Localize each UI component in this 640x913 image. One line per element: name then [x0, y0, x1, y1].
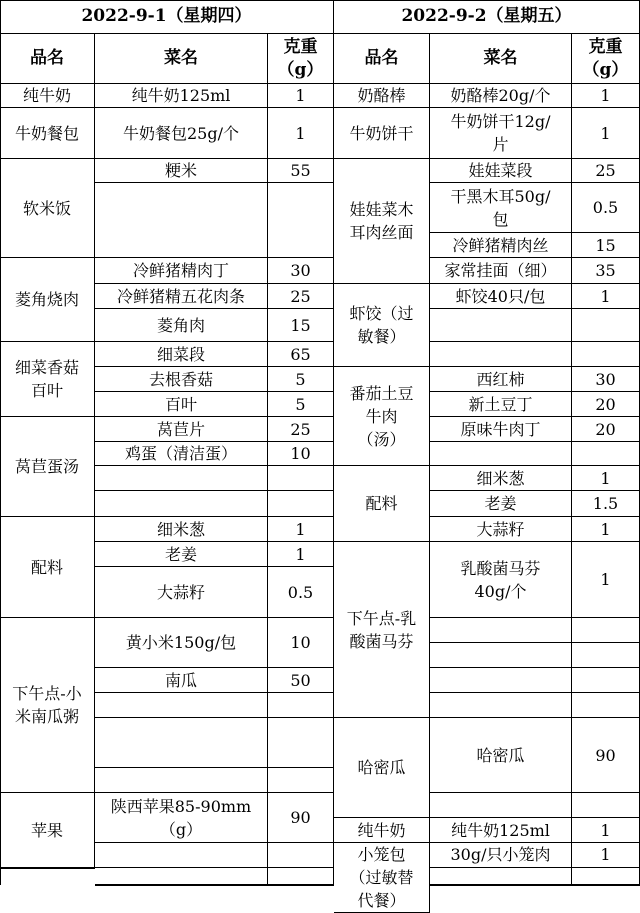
- ingredient-cell: [430, 618, 572, 643]
- ingredient-cell: [95, 718, 268, 768]
- col-header-dish: 品名: [334, 34, 430, 84]
- dish-name: 软米饭: [0, 159, 95, 258]
- ingredient-cell: [95, 868, 268, 885]
- grams-cell: 15: [268, 309, 334, 342]
- grams-cell: 10: [268, 442, 334, 466]
- grams-cell: 1: [572, 108, 640, 159]
- ingredient-cell: 新土豆丁: [430, 392, 572, 417]
- ingredient-cell: 原味牛肉丁: [430, 417, 572, 442]
- ingredient-cell: 大蒜籽: [95, 567, 268, 618]
- ingredient-cell: 乳酸菌马芬 40g/个: [430, 542, 572, 618]
- grams-cell: [268, 0, 334, 1]
- grams-cell: 1: [572, 84, 640, 108]
- dish-name: 牛奶餐包: [0, 108, 95, 159]
- grams-cell: 1: [572, 466, 640, 491]
- ingredient-cell: 细米葱: [95, 517, 268, 542]
- col-header-grams: 克重 （g）: [268, 34, 334, 84]
- grams-cell: [572, 618, 640, 643]
- ingredient-cell: [95, 183, 268, 258]
- grams-cell: [268, 183, 334, 258]
- grams-cell: 55: [268, 159, 334, 183]
- grams-cell: 35: [572, 258, 640, 284]
- grams-cell: 25: [268, 284, 334, 309]
- ingredient-cell: 大蒜籽: [430, 517, 572, 542]
- day-title: 2022-9-1（星期四）: [0, 0, 334, 34]
- dish-name: [0, 868, 95, 869]
- dish-name: 纯牛奶: [0, 84, 95, 108]
- ingredient-cell: 去根香菇: [95, 367, 268, 392]
- dish-name: 苹果: [0, 793, 95, 868]
- dish-name: 下午点-小 米南瓜粥: [0, 618, 95, 793]
- dish-name: 细菜香菇 百叶: [0, 342, 95, 417]
- ingredient-cell: [430, 885, 572, 886]
- grams-cell: 65: [268, 342, 334, 367]
- ingredient-cell: [95, 885, 268, 886]
- grams-cell: 1: [572, 542, 640, 618]
- dish-name: 娃娃菜木 耳肉丝面: [334, 159, 430, 284]
- grams-cell: [572, 442, 640, 466]
- grams-cell: 20: [572, 392, 640, 417]
- ingredient-cell: 老姜: [430, 491, 572, 517]
- dish-name: 下午点-乳 酸菌马芬: [334, 542, 430, 718]
- ingredient-cell: 鸡蛋（清洁蛋）: [95, 442, 268, 466]
- dish-name: 牛奶饼干: [334, 108, 430, 159]
- ingredient-cell: [430, 793, 572, 818]
- ingredient-cell: 陕西苹果85-90mm （g）: [95, 793, 268, 843]
- ingredient-cell: [430, 868, 572, 885]
- ingredient-cell: 菱角肉: [95, 309, 268, 342]
- dish-name: 配料: [334, 466, 430, 542]
- dish-name: 配料: [0, 517, 95, 618]
- grams-cell: [572, 309, 640, 342]
- ingredient-cell: 细菜段: [95, 342, 268, 367]
- grams-cell: 50: [268, 668, 334, 693]
- col-header-dish: 品名: [0, 34, 95, 84]
- grams-cell: 30: [572, 367, 640, 392]
- ingredient-cell: [430, 668, 572, 693]
- dish-name: 哈密瓜: [334, 718, 430, 818]
- grams-cell: 1: [572, 284, 640, 309]
- dish-name: 奶酪棒: [334, 84, 430, 108]
- ingredient-cell: [430, 643, 572, 668]
- ingredient-cell: [430, 342, 572, 367]
- grams-cell: [268, 491, 334, 517]
- col-header-grams: 克重 （g）: [572, 34, 640, 84]
- ingredient-cell: 虾饺40只/包: [430, 284, 572, 309]
- grams-cell: 0.5: [572, 183, 640, 233]
- grams-cell: [572, 693, 640, 718]
- grams-cell: 15: [572, 233, 640, 258]
- ingredient-cell: [95, 768, 268, 793]
- grams-cell: 1: [268, 517, 334, 542]
- ingredient-cell: [95, 491, 268, 517]
- ingredient-cell: 牛奶餐包25g/个: [95, 108, 268, 159]
- dish-name: 番茄土豆 牛肉 （汤）: [334, 367, 430, 466]
- day-title: 2022-9-2（星期五）: [334, 0, 640, 34]
- grams-cell: [268, 466, 334, 491]
- ingredient-cell: 莴苣片: [95, 417, 268, 442]
- ingredient-cell: [95, 843, 268, 868]
- grams-cell: 90: [268, 793, 334, 843]
- ingredient-cell: 黄小米150g/包: [95, 618, 268, 668]
- dish-name: 菱角烧肉: [0, 258, 95, 342]
- ingredient-cell: 粳米: [95, 159, 268, 183]
- ingredient-cell: [430, 693, 572, 718]
- ingredient-cell: 南瓜: [95, 668, 268, 693]
- grams-cell: 10: [268, 618, 334, 668]
- ingredient-cell: 冷鲜猪精肉丁: [95, 258, 268, 284]
- grams-cell: [268, 768, 334, 793]
- ingredient-cell: 奶酪棒20g/个: [430, 84, 572, 108]
- ingredient-cell: [95, 466, 268, 491]
- ingredient-cell: [430, 309, 572, 342]
- grams-cell: 1: [268, 84, 334, 108]
- grams-cell: [572, 868, 640, 885]
- grams-cell: 25: [572, 159, 640, 183]
- grams-cell: 1: [572, 517, 640, 542]
- grams-cell: [572, 793, 640, 818]
- grams-cell: [268, 868, 334, 885]
- dish-name: 虾饺（过 敏餐）: [334, 284, 430, 367]
- grams-cell: 25: [268, 417, 334, 442]
- ingredient-cell: 纯牛奶125ml: [430, 818, 572, 843]
- ingredient-cell: 家常挂面（细）: [430, 258, 572, 284]
- ingredient-cell: 西红柿: [430, 367, 572, 392]
- grams-cell: 5: [268, 367, 334, 392]
- ingredient-cell: [95, 0, 268, 1]
- col-header-ingredient: 菜名: [95, 34, 268, 84]
- grams-cell: 90: [572, 718, 640, 793]
- dish-name: 小笼包 （过敏替 代餐）: [334, 843, 430, 913]
- ingredient-cell: 冷鲜猪精肉丝: [430, 233, 572, 258]
- grams-cell: 1: [268, 542, 334, 567]
- dish-name: 莴苣蛋汤: [0, 417, 95, 517]
- grams-cell: 1: [268, 108, 334, 159]
- grams-cell: [268, 718, 334, 768]
- ingredient-cell: 老姜: [95, 542, 268, 567]
- grams-cell: 30: [268, 258, 334, 284]
- dish-name: 纯牛奶: [334, 818, 430, 843]
- ingredient-cell: 30g/只小笼肉: [430, 843, 572, 868]
- ingredient-cell: 冷鲜猪精五花肉条: [95, 284, 268, 309]
- ingredient-cell: [95, 693, 268, 718]
- ingredient-cell: 娃娃菜段: [430, 159, 572, 183]
- col-header-ingredient: 菜名: [430, 34, 572, 84]
- grams-cell: [572, 668, 640, 693]
- grams-cell: 1.5: [572, 491, 640, 517]
- grams-cell: 20: [572, 417, 640, 442]
- grams-cell: [572, 342, 640, 367]
- grams-cell: [268, 843, 334, 868]
- ingredient-cell: 百叶: [95, 392, 268, 417]
- ingredient-cell: 哈密瓜: [430, 718, 572, 793]
- ingredient-cell: [430, 442, 572, 466]
- grams-cell: [572, 643, 640, 668]
- ingredient-cell: 纯牛奶125ml: [95, 84, 268, 108]
- ingredient-cell: 牛奶饼干12g/ 片: [430, 108, 572, 159]
- grams-cell: [268, 693, 334, 718]
- ingredient-cell: 干黑木耳50g/ 包: [430, 183, 572, 233]
- grams-cell: 1: [572, 818, 640, 843]
- grams-cell: 1: [572, 843, 640, 868]
- grams-cell: [572, 885, 640, 886]
- grams-cell: 0.5: [268, 567, 334, 618]
- ingredient-cell: 细米葱: [430, 466, 572, 491]
- grams-cell: [268, 885, 334, 886]
- grams-cell: 5: [268, 392, 334, 417]
